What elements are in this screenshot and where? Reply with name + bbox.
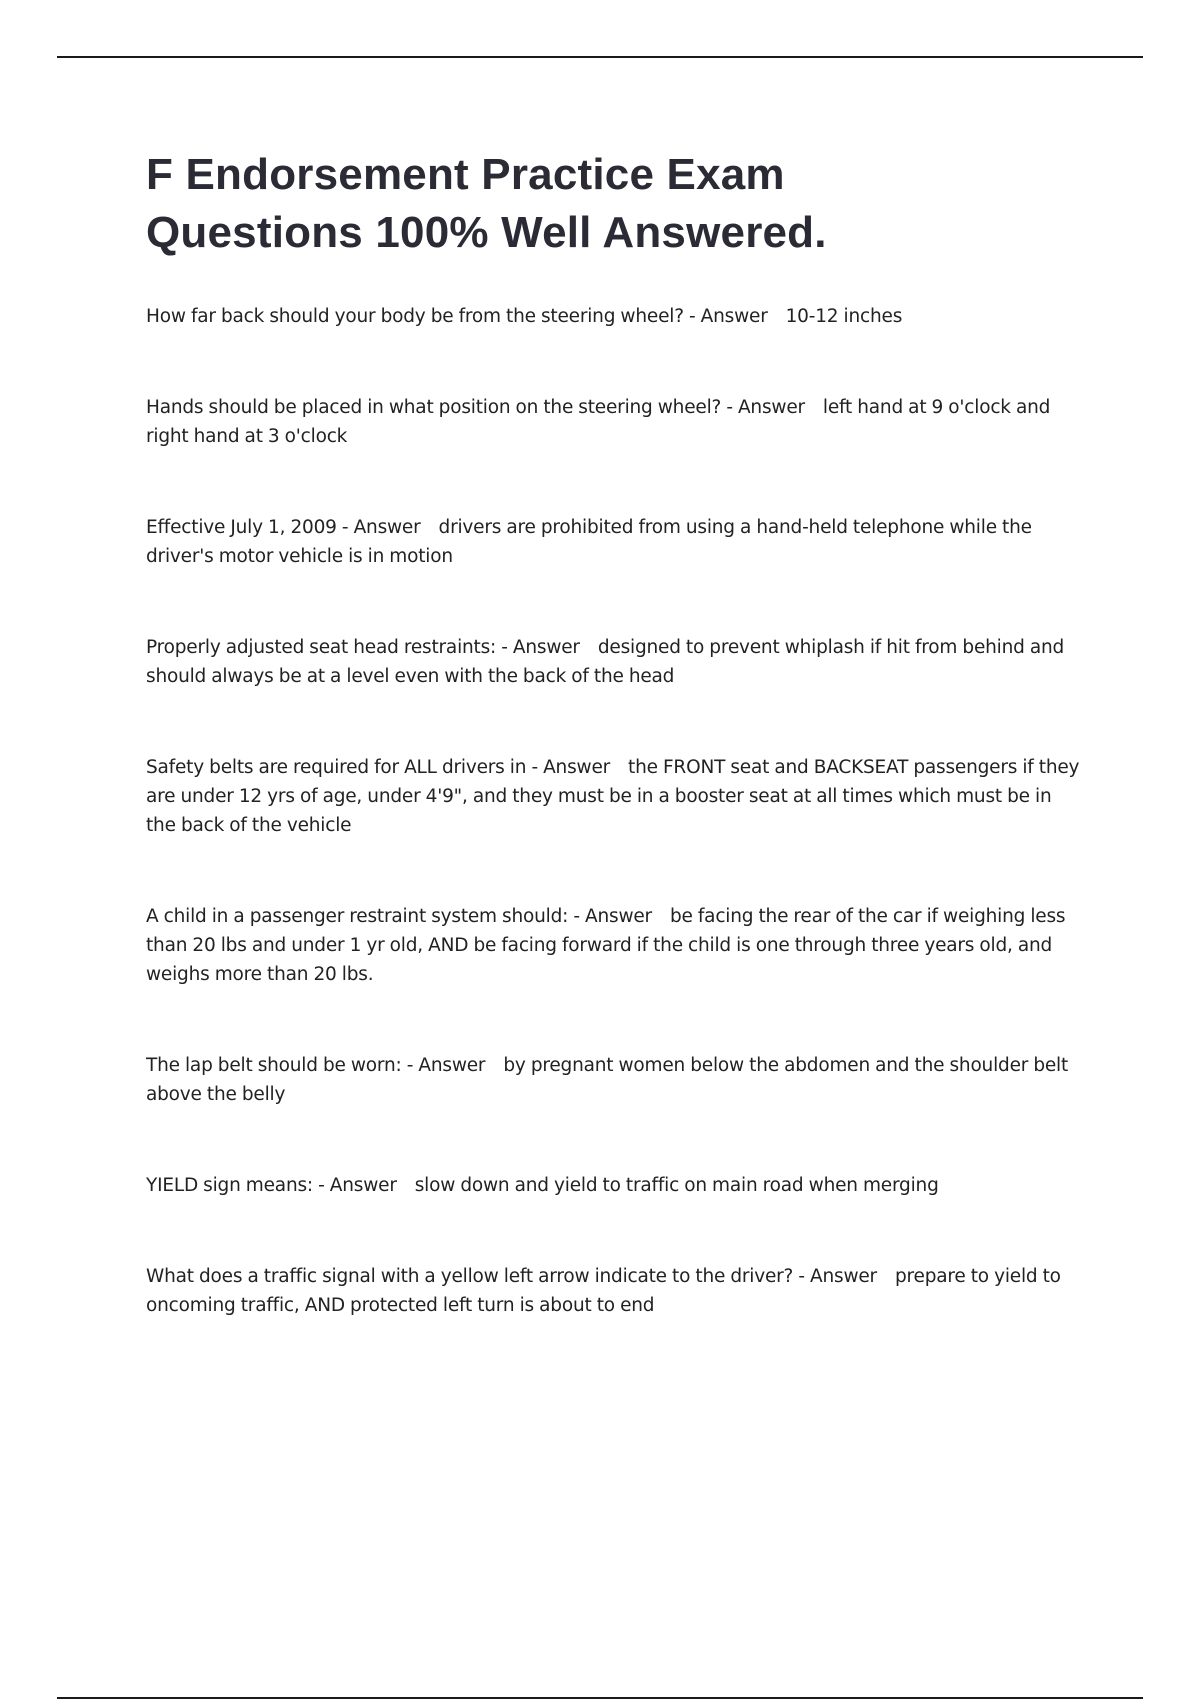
title-line-1: F Endorsement Practice Exam [146, 150, 785, 199]
answer-separator: - Answer [793, 1266, 877, 1287]
answer-separator: - Answer [683, 306, 768, 327]
qa-item [146, 633, 1086, 691]
answer-separator: - Answer [526, 757, 611, 778]
answer-separator: - Answer [568, 906, 652, 927]
top-rule [57, 56, 1143, 58]
qa-item [146, 1051, 1086, 1109]
question-text: Properly adjusted seat head restraints: [146, 637, 497, 658]
answer-text: slow down and yield to traffic on main road when merging [414, 1175, 939, 1196]
question-text: Hands should be placed in what position on the steering wheel? [146, 397, 722, 418]
question-text: Effective July 1, 2009 [146, 517, 337, 538]
qa-item [146, 1171, 1086, 1200]
document-title [146, 146, 1086, 262]
question-text: How far back should your body be from the steering wheel? [146, 306, 684, 327]
answer-text: drivers are prohibited from using a hand-held telephone while the driver's motor vehicle is in motion [146, 517, 1032, 567]
qa-item [146, 302, 1086, 331]
answer-separator: - Answer [721, 397, 805, 418]
qa-list [146, 302, 1086, 1320]
qa-item [146, 902, 1086, 989]
question-text: The lap belt should be worn: [146, 1055, 402, 1076]
qa-item [146, 393, 1086, 451]
qa-item [146, 753, 1086, 840]
document-body [146, 146, 1086, 1382]
answer-separator: - Answer [312, 1175, 397, 1196]
qa-item [146, 1262, 1086, 1320]
answer-text: by pregnant women below the abdomen and the shoulder belt above the belly [146, 1055, 1069, 1105]
question-text: A child in a passenger restraint system should: [146, 906, 569, 927]
answer-separator: - Answer [401, 1055, 486, 1076]
question-text: What does a traffic signal with a yellow left arrow indicate to the driver? [146, 1266, 794, 1287]
answer-separator: - Answer [496, 637, 580, 658]
question-text: Safety belts are required for ALL drivers in [146, 757, 527, 778]
answer-text: 10-12 inches [785, 306, 903, 327]
bottom-rule [57, 1697, 1143, 1699]
answer-text: prepare to yield to oncoming traffic, AND protected left turn is about to end [146, 1266, 1061, 1316]
title-line-2: Questions 100% Well Answered. [146, 208, 827, 257]
answer-text: be facing the rear of the car if weighing less than 20 lbs and under 1 yr old, AND be facing forward if the child is one through three years old, and weighs more than 20 lbs. [146, 906, 1066, 985]
answer-text: left hand at 9 o'clock and right hand at 3 o'clock [146, 397, 1051, 447]
question-text: YIELD sign means: [146, 1175, 313, 1196]
answer-text: the FRONT seat and BACKSEAT passengers if they are under 12 yrs of age, under 4'9", and they must be in a booster seat at all times which must be in the back of the vehicle [146, 757, 1080, 836]
answer-separator: - Answer [336, 517, 421, 538]
qa-item [146, 513, 1086, 571]
answer-text: designed to prevent whiplash if hit from behind and should always be at a level even with the back of the head [146, 637, 1065, 687]
